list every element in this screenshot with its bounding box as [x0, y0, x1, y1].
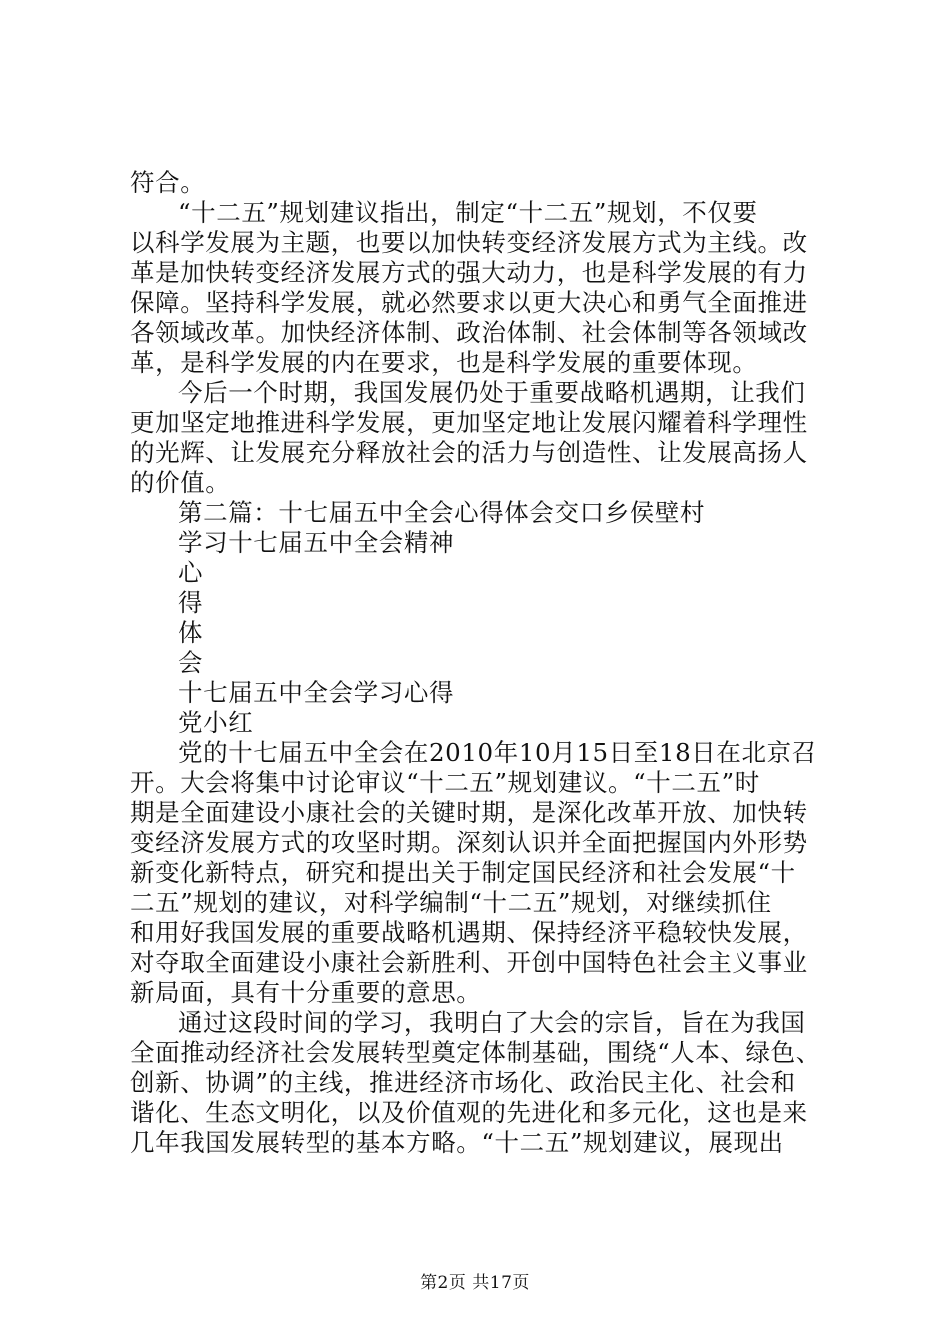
- text-line: 对夺取全面建设小康社会新胜利、开创中国特色社会主义事业: [130, 948, 808, 977]
- text-line: 创新、协调”的主线，推进经济市场化、政治民主化、社会和: [130, 1068, 796, 1097]
- text-line: 变经济发展方式的攻坚时期。深刻认识并全面把握国内外形势: [130, 828, 808, 857]
- text-line: 和用好我国发展的重要战略机遇期、保持经济平稳较快发展，: [130, 918, 808, 947]
- text-line: 通过这段时间的学习，我明白了大会的宗旨，旨在为我国: [178, 1008, 806, 1037]
- text-line: 符合。: [130, 168, 206, 197]
- text-line: 期是全面建设小康社会的关键时期，是深化改革开放、加快转: [130, 798, 808, 827]
- text-line: 党的十七届五中全会在2010年10月15日至18日在北京召: [178, 738, 817, 767]
- text-line: 全面推动经济社会发展转型奠定体制基础，围绕“人本、绿色、: [130, 1038, 821, 1067]
- text-line: 革是加快转变经济发展方式的强大动力，也是科学发展的有力: [130, 258, 808, 287]
- text-line: 开。大会将集中讨论审议“十二五”规划建议。“十二五”时: [130, 768, 760, 797]
- text-line: 第二篇：十七届五中全会心得体会交口乡侯壁村: [178, 498, 706, 527]
- text-line: 几年我国发展转型的基本方略。“十二五”规划建议，展现出: [130, 1128, 784, 1157]
- page-footer: 第2页 共17页: [420, 1273, 530, 1293]
- text-line: 的光辉、让发展充分释放社会的活力与创造性、让发展高扬人: [130, 438, 808, 467]
- text-line: 会: [178, 648, 204, 677]
- text-line: 二五”规划的建议，对科学编制“十二五”规划，对继续抓住: [130, 888, 772, 917]
- text-line: 今后一个时期，我国发展仍处于重要战略机遇期，让我们: [178, 378, 806, 407]
- text-line: 新变化新特点，研究和提出关于制定国民经济和社会发展“十: [130, 858, 796, 887]
- text-line: 革，是科学发展的内在要求，也是科学发展的重要体现。: [130, 348, 758, 377]
- text-line: 体: [178, 618, 204, 647]
- text-line: 的价值。: [130, 468, 231, 497]
- text-line: “十二五”规划建议指出，制定“十二五”规划，不仅要: [178, 198, 758, 227]
- text-line: 更加坚定地推进科学发展，更加坚定地让发展闪耀着科学理性: [130, 408, 808, 437]
- document-body: [130, 168, 830, 1158]
- text-line: 各领域改革。加快经济体制、政治体制、社会体制等各领域改: [130, 318, 808, 347]
- text-line: 得: [178, 588, 204, 617]
- text-line: 以科学发展为主题，也要以加快转变经济发展方式为主线。改: [130, 228, 808, 257]
- text-line: 党小红: [178, 708, 254, 737]
- text-line: 十七届五中全会学习心得: [178, 678, 455, 707]
- text-line: 保障。坚持科学发展，就必然要求以更大决心和勇气全面推进: [130, 288, 808, 317]
- text-line: 谐化、生态文明化，以及价值观的先进化和多元化，这也是来: [130, 1098, 808, 1127]
- text-line: 心: [178, 558, 204, 587]
- text-line: 学习十七届五中全会精神: [178, 528, 455, 557]
- text-line: 新局面，具有十分重要的意思。: [130, 978, 482, 1007]
